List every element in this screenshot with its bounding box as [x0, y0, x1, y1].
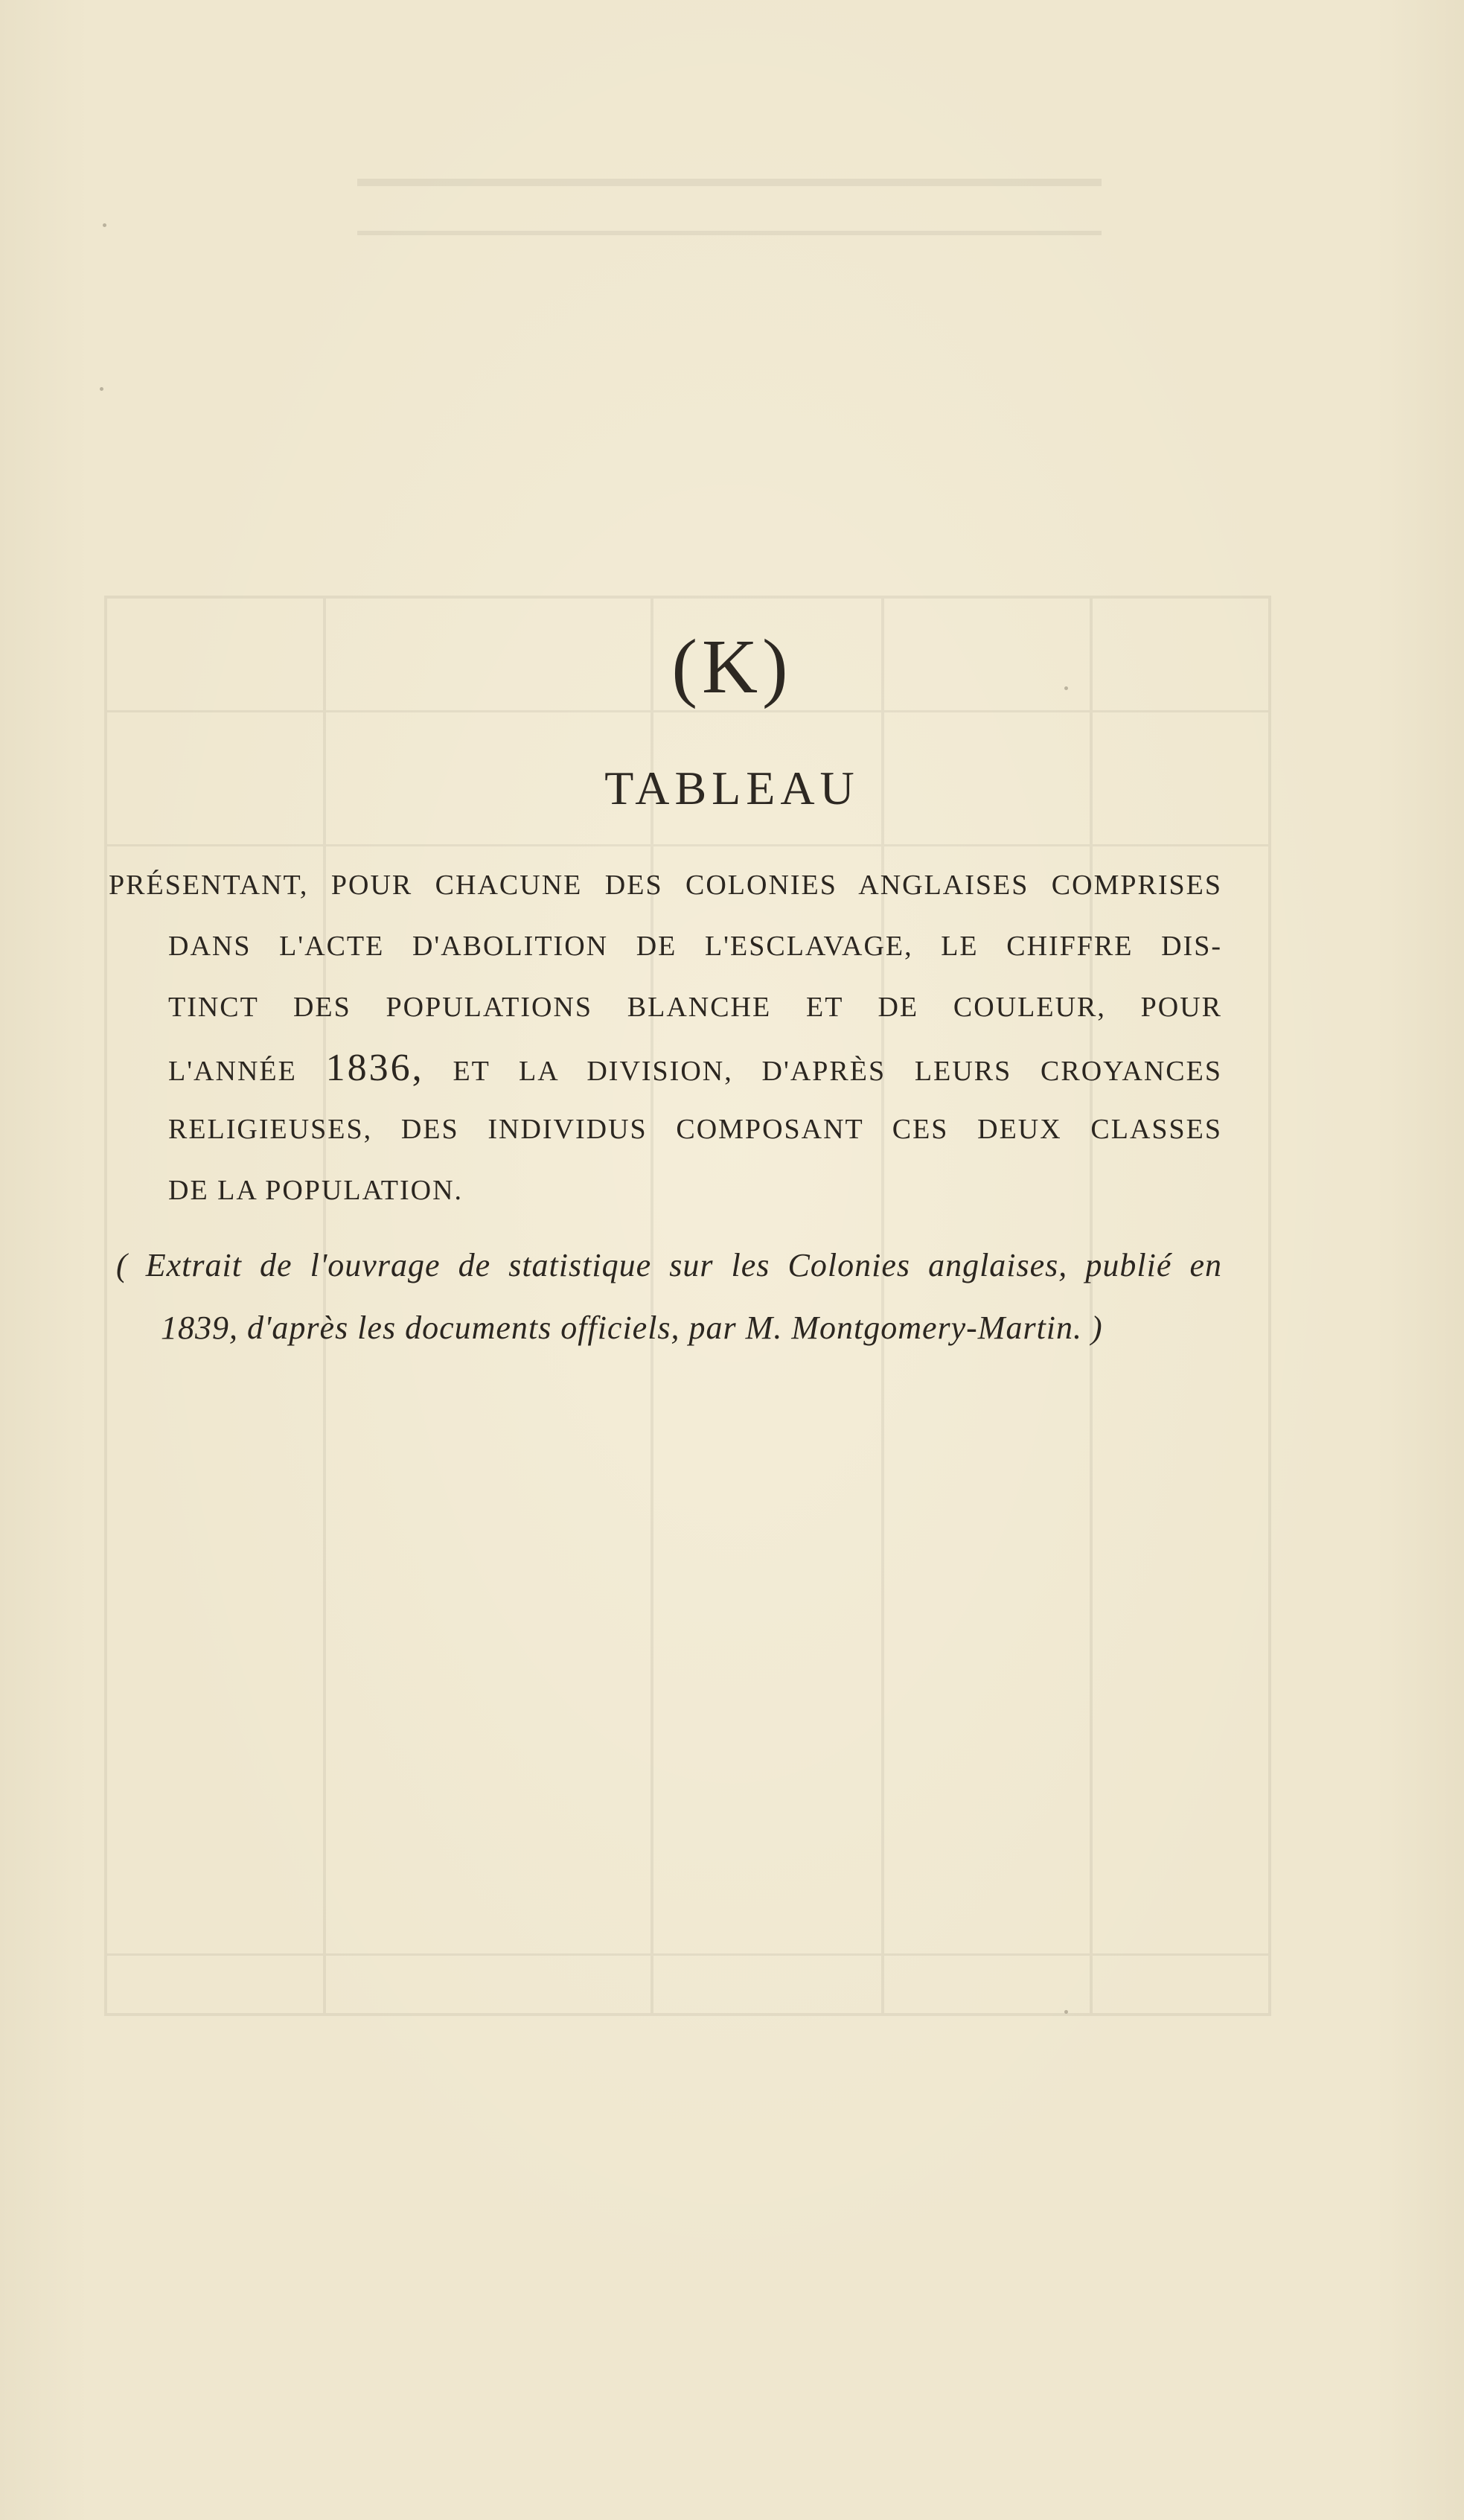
description-line: DANS L'ACTE D'ABOLITION DE L'ESCLAVAGE, LE CHIFFRE DIS-: [168, 931, 1222, 962]
ghost-table-rule: [107, 844, 1268, 846]
paper-speck: [100, 387, 103, 391]
source-line: ( Extrait de l'ouvrage de statistique sur les Colonies anglaises, publié en: [116, 1247, 1222, 1283]
document-title: TABLEAU: [604, 762, 860, 814]
title-description: [109, 855, 1222, 1221]
paper-speck: [103, 223, 106, 227]
description-line-year: [109, 1038, 1222, 1099]
source-line: 1839, d'après les documents officiels, par M. Montgomery-Martin. ): [161, 1310, 1103, 1346]
description-line: PRÉSENTANT, POUR CHACUNE DES COLONIES ANGLAISES COMPRISES: [109, 870, 1222, 901]
ghost-heading-band: [357, 179, 1102, 235]
description-line: TINCT DES POPULATIONS BLANCHE ET DE COULEUR, POUR: [168, 992, 1222, 1023]
ghost-table-rule: [107, 1953, 1268, 1956]
year-prefix: L'ANNÉE: [168, 1056, 297, 1087]
description-line-rest: ET LA DIVISION, D'APRÈS LEURS CROYANCES: [453, 1056, 1222, 1087]
paper-speck: [1064, 2010, 1068, 2014]
section-mark: (K): [671, 624, 793, 709]
year-value: 1836,: [325, 1047, 424, 1089]
description-line: DE LA POPULATION.: [168, 1175, 464, 1206]
description-line: RELIGIEUSES, DES INDIVIDUS COMPOSANT CES DEUX CLASSES: [168, 1114, 1222, 1145]
source-note: [116, 1234, 1222, 1359]
